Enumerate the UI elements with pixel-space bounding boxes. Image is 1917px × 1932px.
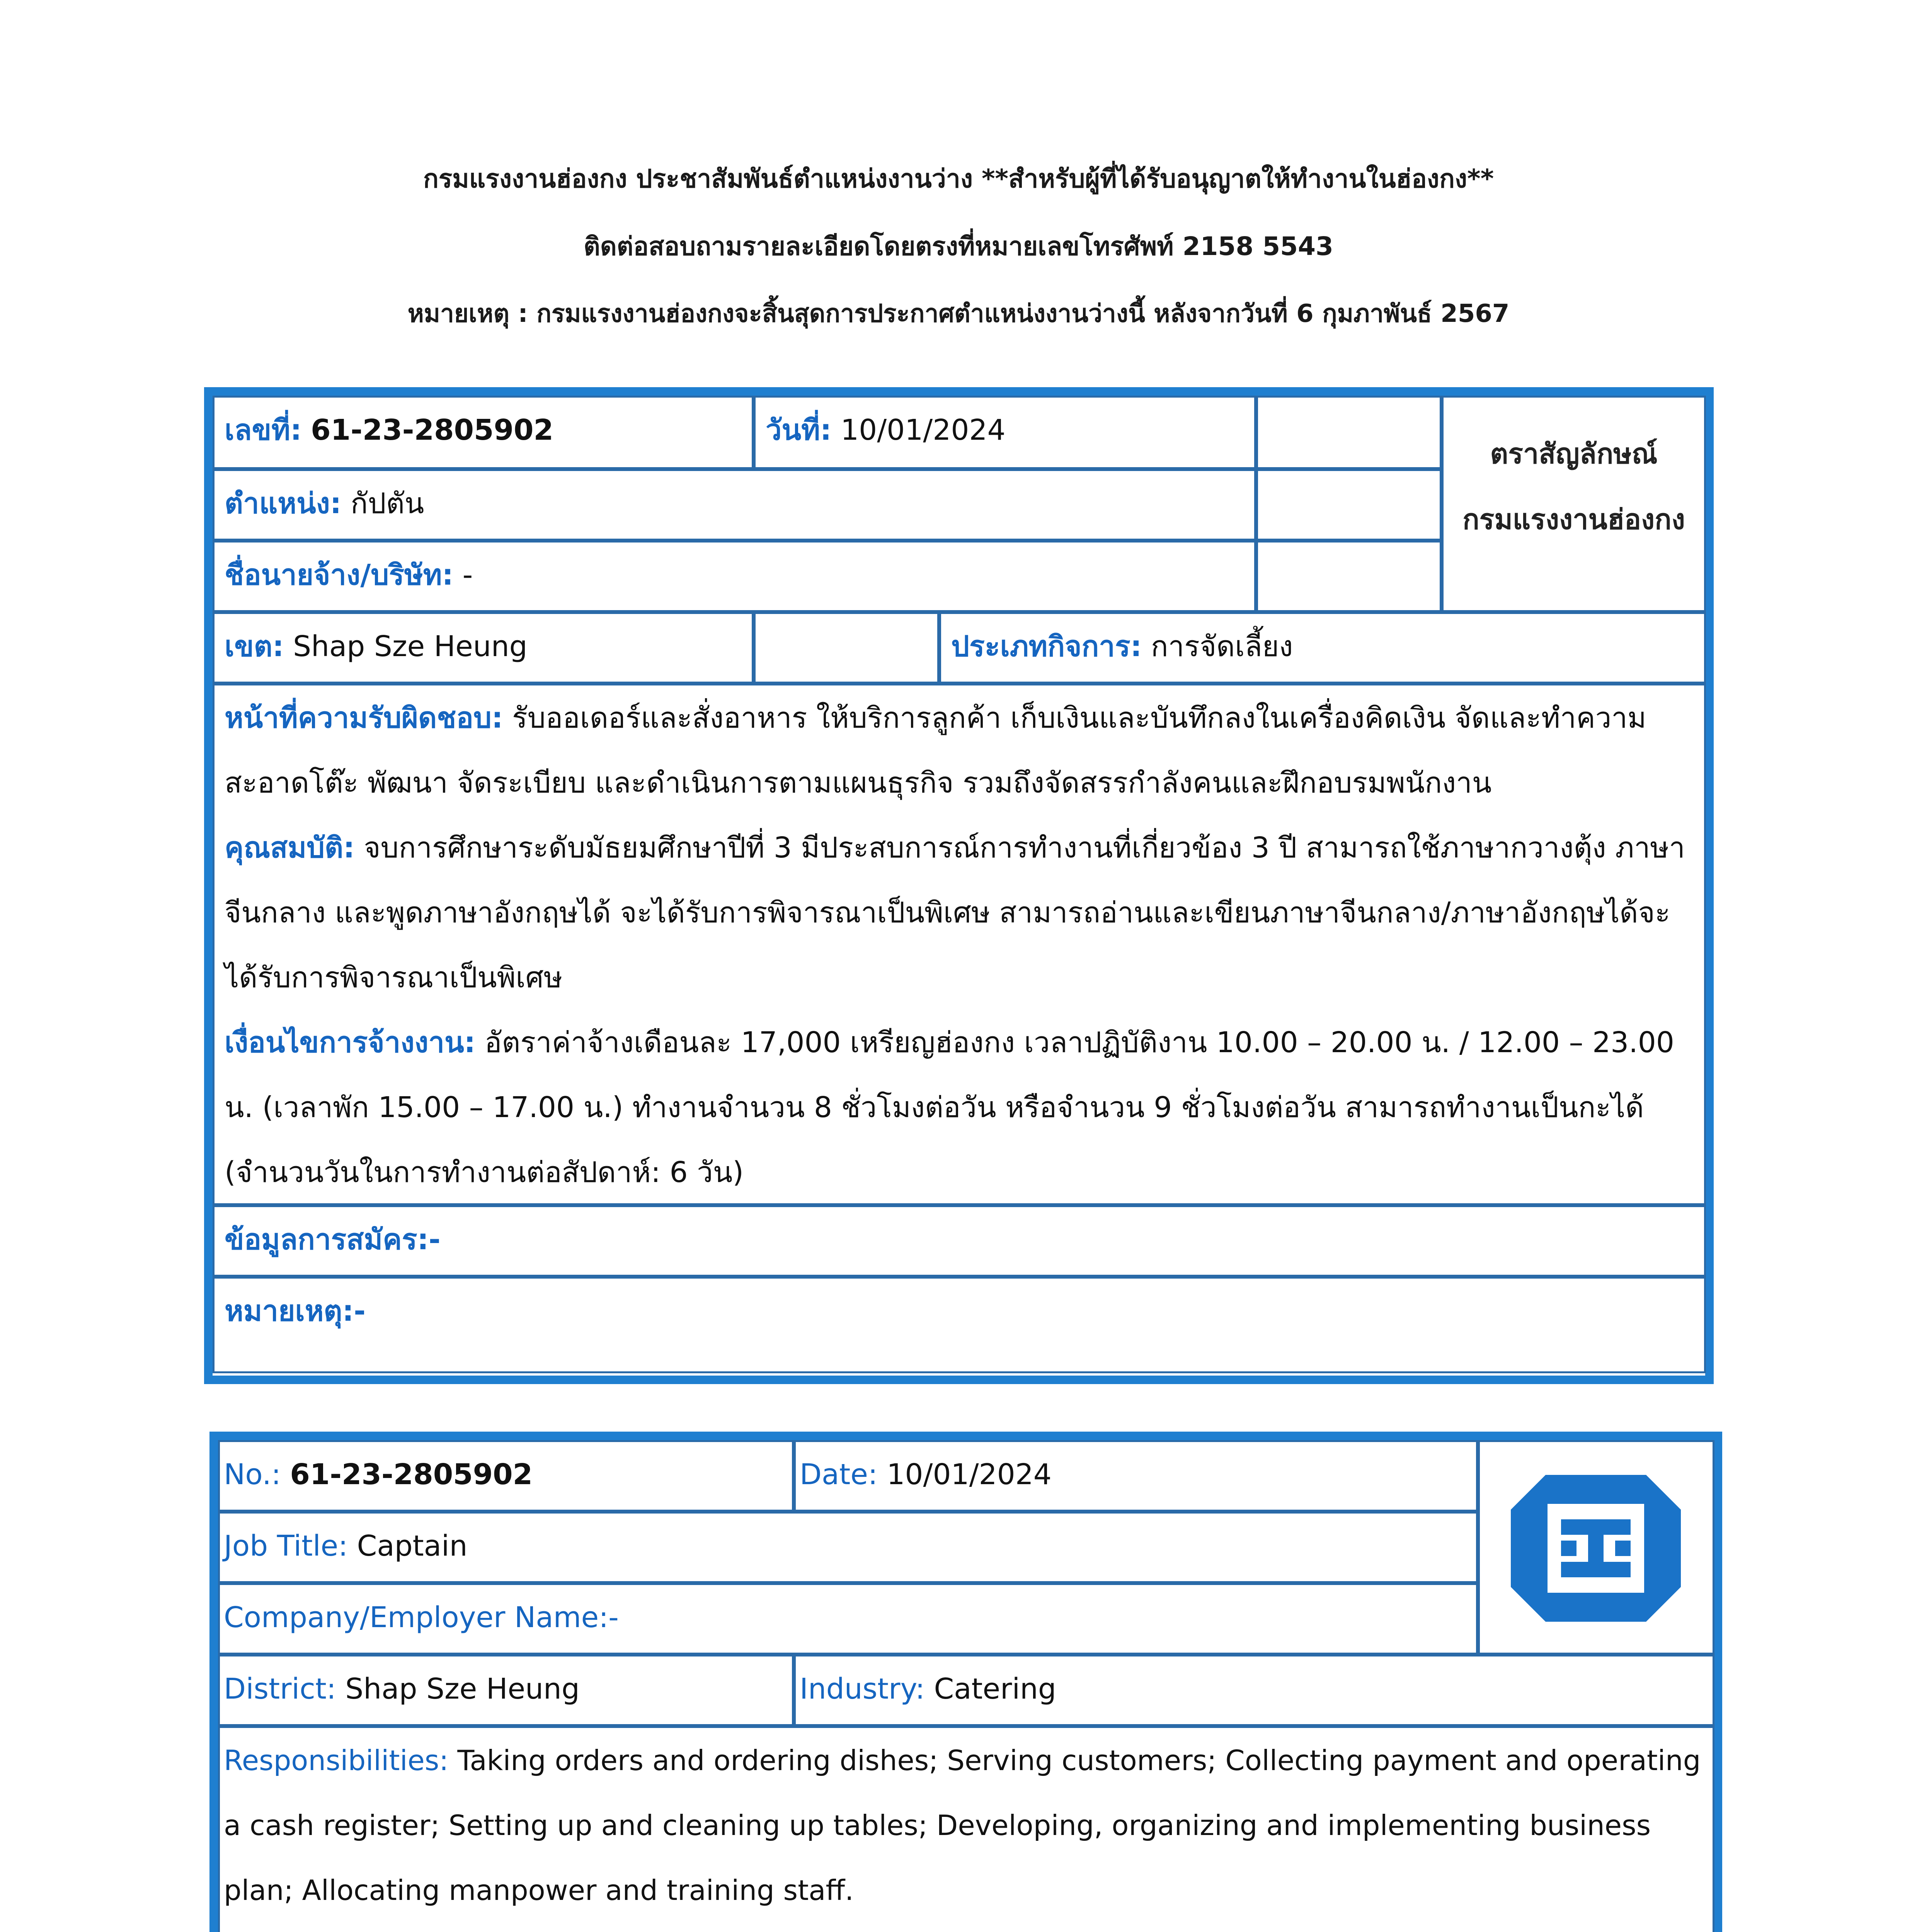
thai-position-cell [213, 469, 1256, 541]
thai-industry-value: การจัดเลี้ยง [1151, 630, 1293, 663]
thai-industry-label: ประเภทกิจการ: [951, 630, 1142, 663]
thai-employer-value: - [462, 558, 473, 592]
en-resp-label: Responsibilities: [224, 1744, 449, 1777]
thai-district-value: Shap Sze Heung [293, 630, 528, 663]
en-requirements [224, 1923, 1706, 1932]
header-line-1: กรมแรงงานฮ่องกง ประชาสัมพันธ์ตำแหน่งงานว่าง **สำหรับผู้ที่ได้รับอนุญาตให้ทำงานในฮ่องกง** [423, 164, 1494, 194]
thai-seal-line-1: ตราสัญลักษณ์ [1490, 437, 1658, 470]
thai-req-label: คุณสมบัติ: [225, 831, 355, 864]
en-district-value: Shap Sze Heung [345, 1672, 580, 1706]
thai-terms-value: อัตราค่าจ้างเดือนละ 17,000 เหรียญฮ่องกง เวลาปฏิบัติงาน 10.00 – 20.00 น. / 12.00 – 23.00 น. (เวลาพัก 15.00 – 17.00 น.) ทำงานจำนวน 8 ชั่วโมงต่อวัน หรือจำนวน 9 ชั่วโมงต่อวัน สามารถทำงานเป็นกะได้ (จำนวนวันในการทำงานต่อสัปดาห์: 6 วัน) [225, 1026, 1674, 1189]
en-date-value: 10/01/2024 [887, 1458, 1052, 1491]
thai-district-label: เขต: [225, 630, 284, 663]
thai-seal-line-2: กรมแรงงานฮ่องกง [1462, 503, 1685, 536]
thai-req-value: จบการศึกษาระดับมัธยมศึกษาปีที่ 3 มีประสบการณ์การทำงานที่เกี่ยวข้อง 3 ปี สามารถใช้ภาษากวางตุ้ง ภาษาจีนกลาง และพูดภาษาอังกฤษได้ จะได้รับการพิจารณาเป็นพิเศษ สามารถอ่านและเขียนภาษาจีนกลาง/ภาษาอังกฤษได้จะได้รับการพิจารณาเป็นพิเศษ [225, 831, 1685, 994]
thai-blank-cell-1 [1256, 396, 1442, 469]
thai-resp-label: หน้าที่ความรับผิดชอบ: [225, 701, 503, 735]
en-logo-cell [1478, 1440, 1714, 1655]
thai-district-cell [213, 612, 754, 684]
thai-details-block [213, 684, 1706, 1205]
thai-industry-cell [939, 612, 1706, 684]
en-employer-cell [218, 1583, 1478, 1655]
en-industry-label: Industry: [800, 1672, 925, 1706]
thai-requirements [225, 815, 1697, 1010]
thai-remarks-label: หมายเหตุ:- [225, 1294, 366, 1328]
thai-remarks-cell [213, 1277, 1706, 1373]
thai-no-cell [213, 396, 754, 469]
thai-responsibilities [225, 685, 1697, 815]
thai-blank-cell-4 [754, 612, 939, 684]
en-job-title-cell [218, 1512, 1478, 1583]
thai-no-value: 61-23-2805902 [311, 413, 553, 447]
en-district-cell [218, 1655, 794, 1726]
en-district-label: District: [224, 1672, 336, 1706]
thai-application-cell [213, 1205, 1706, 1277]
thai-job-card [204, 387, 1714, 1384]
thai-no-label: เลขที่: [225, 413, 302, 447]
en-responsibilities [224, 1728, 1706, 1923]
thai-date-cell [754, 396, 1256, 469]
en-employer-label: Company/Employer Name:- [224, 1601, 619, 1634]
labour-department-logo [1480, 1442, 1713, 1653]
thai-terms [225, 1010, 1697, 1205]
en-date-cell [794, 1440, 1478, 1512]
en-job-value: Captain [357, 1529, 468, 1563]
en-no-cell [218, 1440, 794, 1512]
english-job-card [209, 1432, 1722, 1932]
thai-blank-cell-3 [1256, 541, 1442, 612]
thai-date-label: วันที่: [766, 413, 832, 447]
thai-date-value: 10/01/2024 [841, 413, 1006, 447]
en-date-label: Date: [800, 1458, 878, 1491]
thai-terms-label: เงื่อนไขการจ้างงาน: [225, 1026, 476, 1059]
en-job-label: Job Title: [224, 1529, 348, 1563]
thai-employer-label: ชื่อนายจ้าง/บริษัท: [225, 558, 454, 592]
thai-apply-label: ข้อมูลการสมัคร:- [225, 1223, 441, 1256]
header-line-2: ติดต่อสอบถามรายละเอียดโดยตรงที่หมายเลขโทรศัพท์ 2158 5543 [584, 231, 1333, 261]
thai-position-label: ตำแหน่ง: [225, 487, 342, 520]
en-no-value: 61-23-2805902 [290, 1458, 533, 1491]
en-industry-cell [794, 1655, 1714, 1726]
header-line-3: หมายเหตุ : กรมแรงงานฮ่องกงจะสิ้นสุดการประกาศตำแหน่งงานว่างนี้ หลังจากวันที่ 6 กุมภาพันธ์ 2567 [407, 299, 1510, 328]
thai-seal-cell [1442, 396, 1706, 612]
en-details-block [218, 1726, 1714, 1932]
en-industry-value: Catering [934, 1672, 1056, 1706]
thai-blank-cell-2 [1256, 469, 1442, 541]
thai-position-value: กัปตัน [350, 487, 424, 520]
en-resp-value: Taking orders and ordering dishes; Serving customers; Collecting payment and operating a cash register; Setting up and cleaning up tables; Developing, organizing and implementing business plan; Allocating manpower and training staff. [224, 1744, 1701, 1906]
thai-resp-value: รับออเดอร์และสั่งอาหาร ให้บริการลูกค้า เก็บเงินและบันทึกลงในเครื่องคิดเงิน จัดและทำความสะอาดโต๊ะ พัฒนา จัดระเบียบ และดำเนินการตามแผนธุรกิจ รวมถึงจัดสรรกำลังคนและฝึกอบรมพนักงาน [225, 701, 1646, 799]
thai-employer-cell [213, 541, 1256, 612]
en-no-label: No.: [224, 1458, 281, 1491]
